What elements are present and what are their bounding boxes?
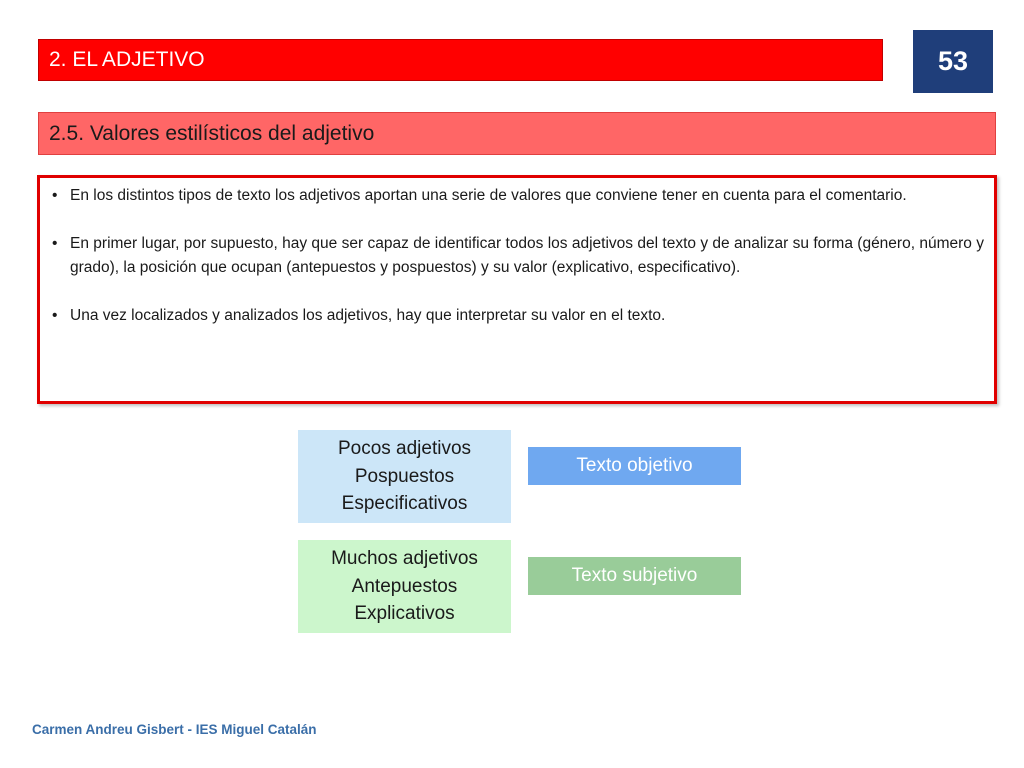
subjective-feature: Explicativos: [354, 603, 455, 624]
subsection-title: 2.5. Valores estilísticos del adjetivo: [49, 122, 375, 145]
bullet-dot-icon: •: [52, 307, 58, 324]
section-title-bar: [38, 39, 883, 81]
footer-author: Carmen Andreu Gisbert - IES Miguel Catalán: [32, 722, 317, 737]
bullet-dot-icon: •: [52, 235, 58, 252]
subjective-result: Texto subjetivo: [571, 565, 698, 586]
bullet-text: En los distintos tipos de texto los adjetivos aportan una serie de valores que conviene tener en cuenta para el comentario.: [70, 187, 907, 204]
bullet-dot-icon: •: [52, 187, 58, 204]
subjective-feature: Muchos adjetivos: [331, 548, 478, 569]
section-title: 2. EL ADJETIVO: [49, 48, 205, 71]
objective-feature: Pocos adjetivos: [337, 438, 472, 459]
objective-result: Texto objetivo: [576, 455, 693, 476]
bullet-item: [50, 232, 984, 280]
subsection-title-bar: [38, 112, 996, 155]
page-number-badge: [913, 30, 993, 93]
bullet-text: En primer lugar, por supuesto, hay que ser capaz de identificar todos los adjetivos del texto y de analizar su forma (género, número y grado), la posición que ocupan (antepuestos y pospuestos) y su valor (explicativo, especificativo).: [70, 235, 984, 276]
objective-feature: Pospuestos: [354, 465, 455, 487]
bullet-text: Una vez localizados y analizados los adjetivos, hay que interpretar su valor en el texto.: [70, 307, 666, 324]
content-box: [37, 175, 997, 404]
objective-feature: Especificativos: [341, 493, 468, 514]
bullet-item: [50, 184, 984, 208]
objective-result-box: [528, 447, 741, 485]
subjective-feature: Antepuestos: [351, 575, 458, 597]
bullet-list: [50, 184, 984, 328]
page-number: 53: [937, 46, 969, 76]
objective-features-box: [298, 430, 511, 523]
subjective-result-box: [528, 557, 741, 595]
bullet-item: [50, 304, 984, 328]
subjective-features-box: [298, 540, 511, 633]
